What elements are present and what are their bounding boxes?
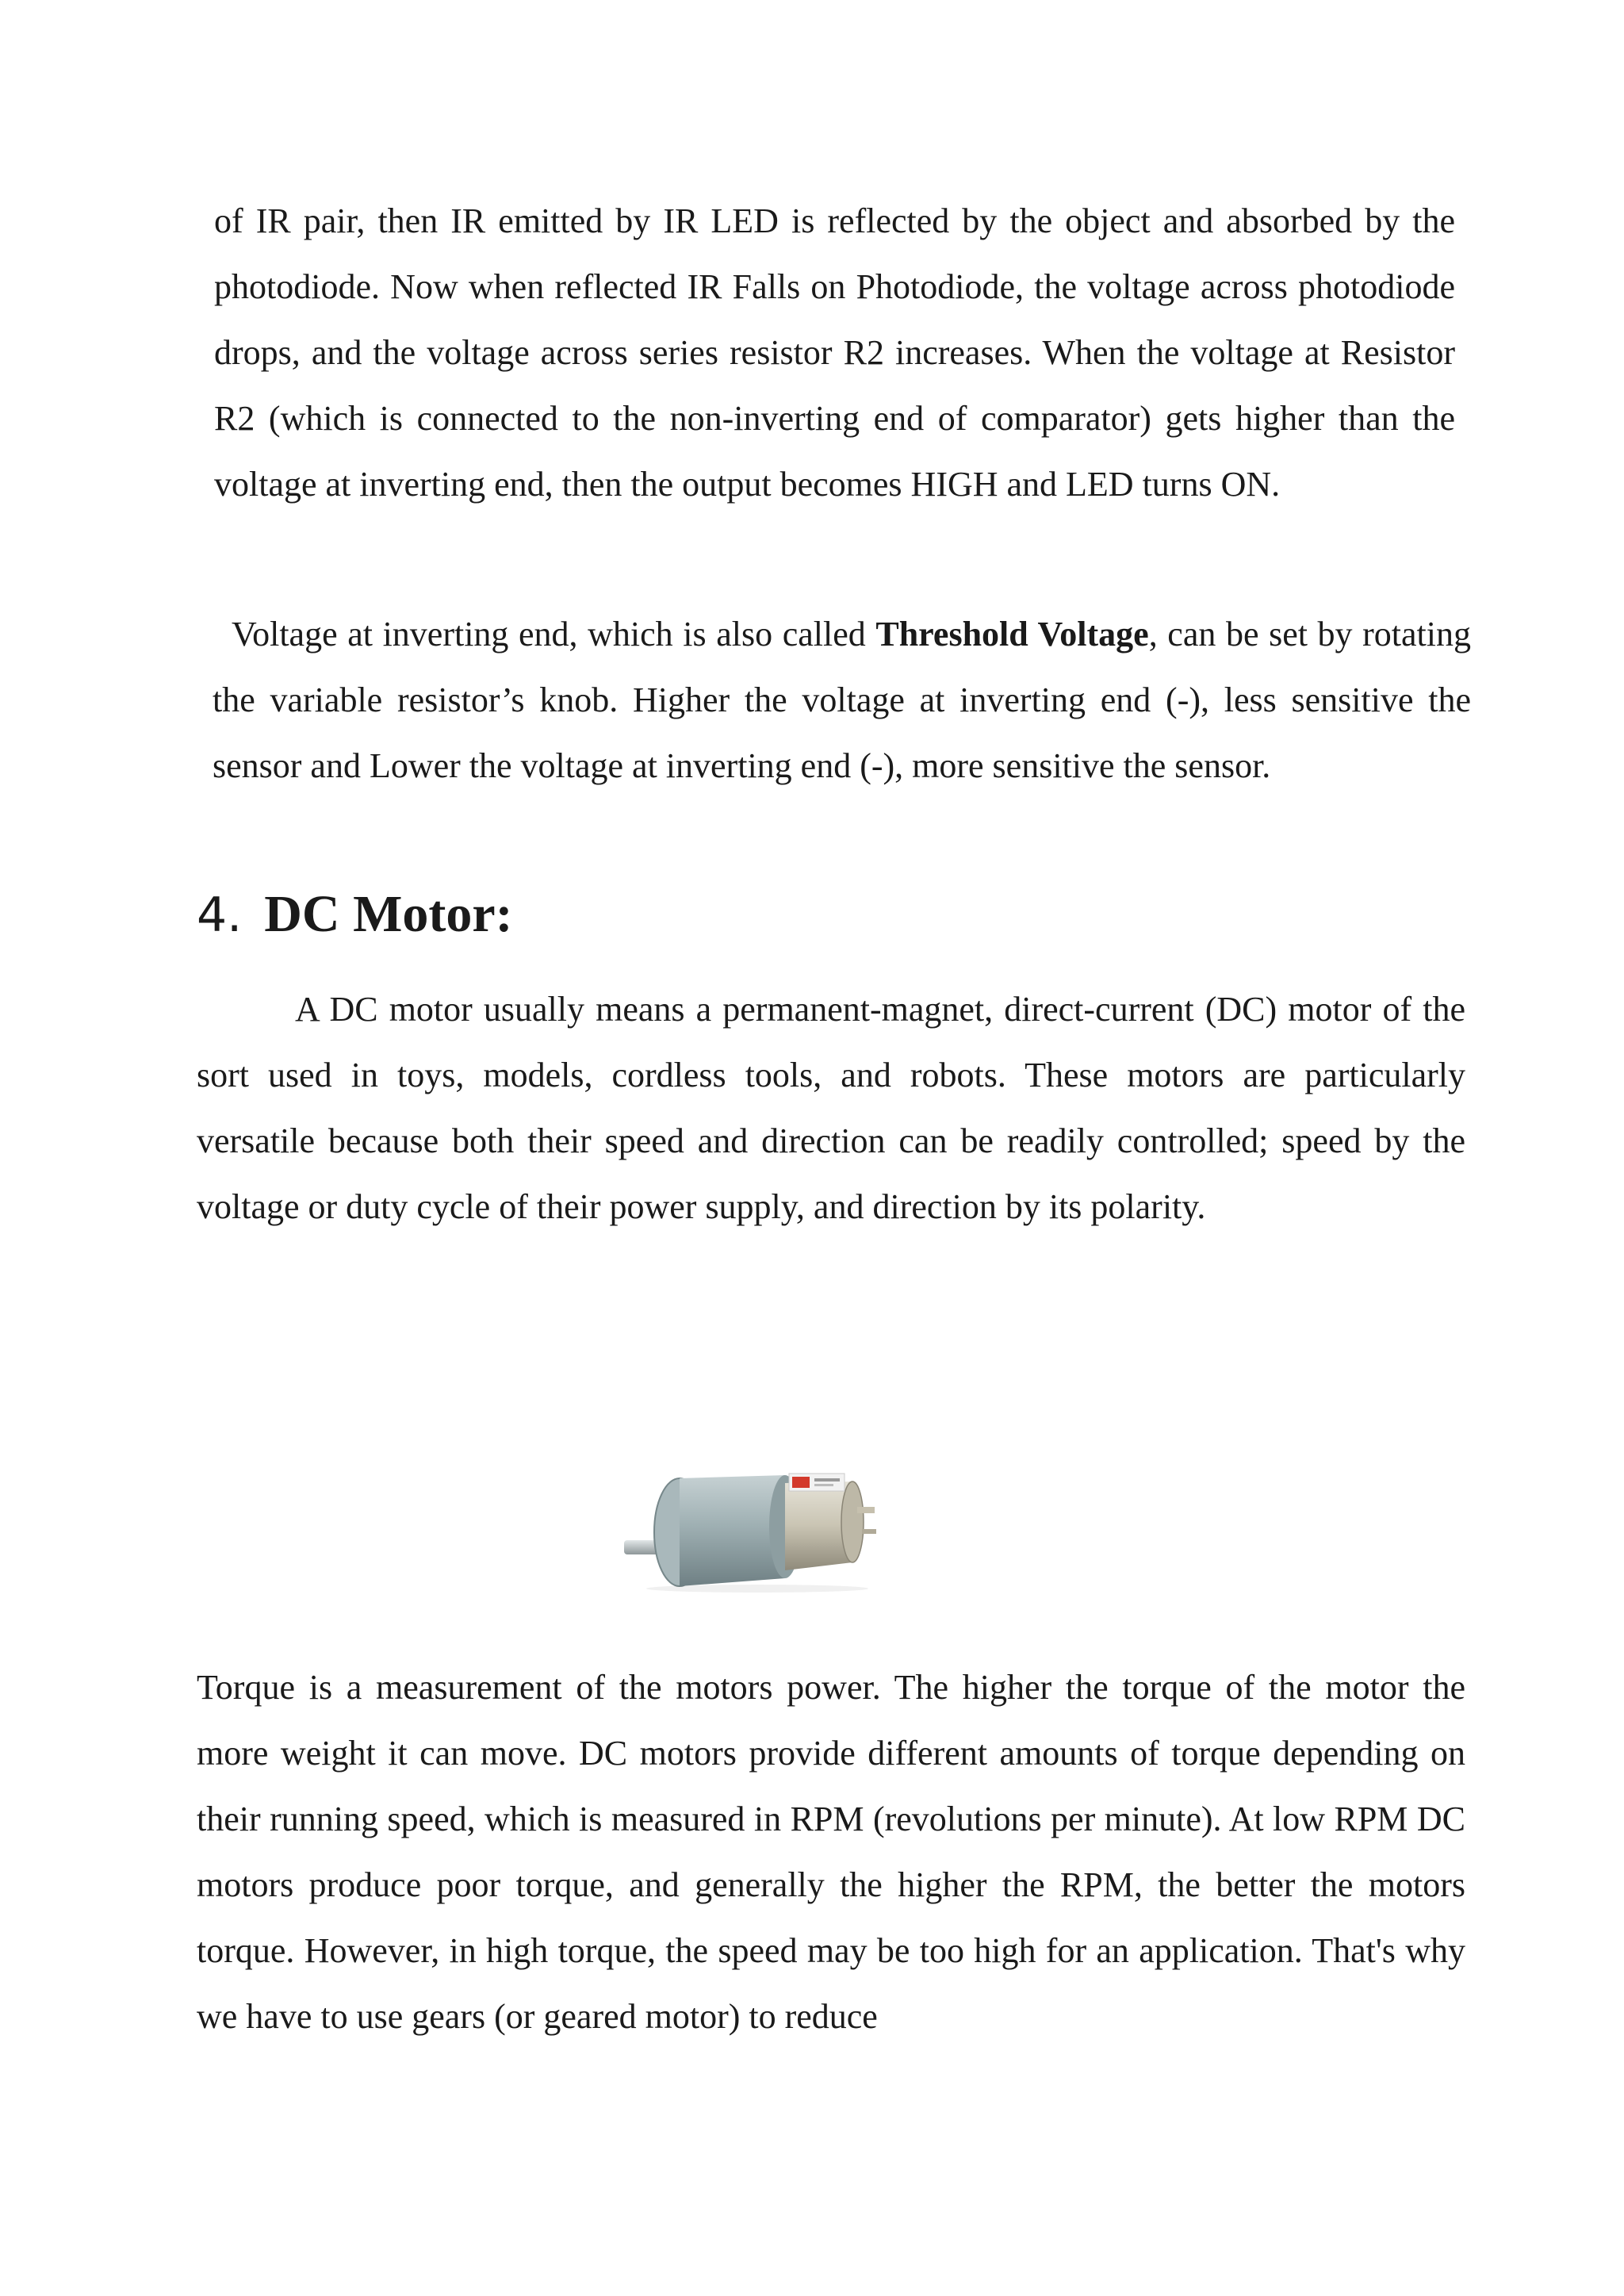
motor-terminal — [857, 1507, 875, 1513]
paragraph-torque — [197, 1654, 1465, 2049]
section-title: DC Motor: — [264, 885, 513, 943]
section-number: 4. — [197, 887, 243, 943]
paragraph-text: of IR pair, then IR emitted by IR LED is reflected by the object and absorbed by the photodiode. Now when reflected IR Falls on Photodiode, the voltage across photodiode drops, and the voltage across series resistor R2 increases. When the voltage at Resistor R2 (which is connected to the non-inverting end of comparator) gets higher than the voltage at inverting end, then the output becomes HIGH and LED turns ON. — [214, 201, 1455, 504]
paragraph-ir-sensor-operation — [214, 188, 1455, 517]
motor-body — [680, 1475, 785, 1586]
paragraph-text: A DC motor usually means a permanent-magnet, direct-current (DC) motor of the sort used in toys, models, cordless tools, and robots. These motors are particularly versatile because both their speed and direction can be readily controlled; speed by the voltage or duty cycle of their power supply, and direction by its polarity. — [197, 990, 1465, 1226]
threshold-voltage-term: Threshold Voltage — [875, 615, 1149, 654]
paragraph-text-end: , can be set by rotating the variable resistor’s knob. Higher the voltage at inverting end (-), less sensitive the sensor and Lower the voltage at inverting end (-), more sensitive the sensor. — [213, 615, 1472, 785]
paragraph-dc-motor-intro — [197, 976, 1465, 1240]
dc-motor-photo — [615, 1443, 900, 1594]
paragraph-text-start: Voltage at inverting end, which is also called — [232, 615, 876, 654]
section-heading-dc-motor — [197, 879, 513, 951]
paragraph-text: Torque is a measurement of the motors power. The higher the torque of the motor the more weight it can move. DC motors provide different amounts of torque depending on their running speed, which is measured in RPM (revolutions per minute). At low RPM DC motors produce poor torque, and generally the higher the RPM, the better the motors torque. However, in high torque, the speed may be too high for an application. That's why we have to use gears (or geared motor) to reduce — [197, 1668, 1465, 2036]
paragraph-threshold-voltage — [213, 601, 1471, 799]
